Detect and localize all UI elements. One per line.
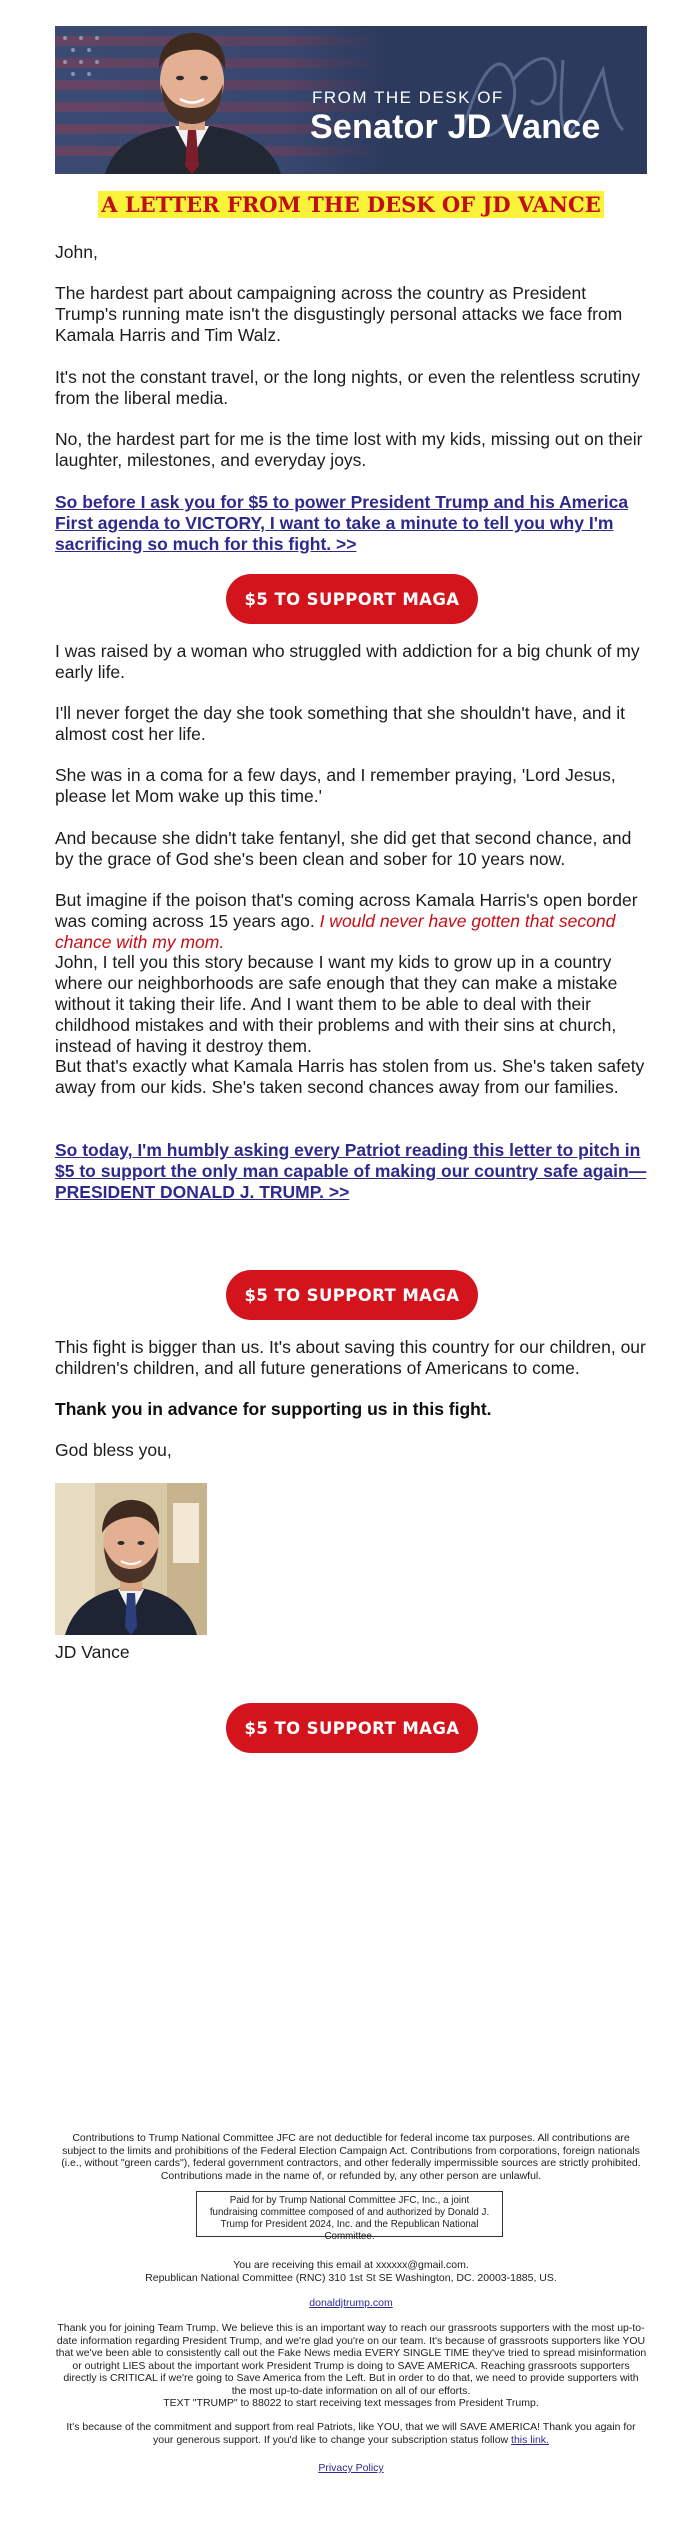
paragraph-10: But that's exactly what Kamala Harris has stolen from us. She's taken safety away from our kids. She's taken second chances away from our families. bbox=[55, 1056, 645, 1097]
donate-link-1-wrapper bbox=[55, 492, 647, 555]
rnc-address: Republican National Committee (RNC) 310 1st St SE Washington, DC. 20003-1885, US. bbox=[145, 2272, 557, 2284]
paid-for-box: Paid for by Trump National Committee JFC, Inc., a joint fundraising committee composed of and authorized by Donald J. Trump for President 2024, Inc. and the Republican National Committee. bbox=[196, 2191, 503, 2237]
paragraph-8 bbox=[55, 890, 647, 953]
paragraph-8-emphasis: I would never have gotten that second chance with my mom. bbox=[55, 911, 616, 952]
banner-from-label: FROM THE DESK OF bbox=[312, 88, 504, 107]
receiving-email-notice: You are receiving this email at xxxxxx@gmail.com. bbox=[233, 2259, 469, 2271]
donate-button-3[interactable]: $5 TO SUPPORT MAGA bbox=[226, 1703, 478, 1753]
footer-thanks: Thank you for joining Team Trump. We believe this is an important way to reach our grassroots supporters with the most up-to-date information regarding President Trump, and we're glad you're on our team. It's because of grassroots supporters like YOU that we've been able to consistently call out the Fake News media EVERY SINGLE TIME they've tried to spread misinformation or outright LIES about the important work President Trump is doing to SAVE AMERICA. Reaching grassroots supporters directly is CRITICAL if we're going to Save America from the Left. But in order to do that, we need to provide supporters with the most up-to-date information on all of our efforts. bbox=[55, 2322, 647, 2397]
paragraph-1: The hardest part about campaigning across the country as President Trump's running mate isn't the disgustingly personal attacks we face from Kamala Harris and Tim Walz. bbox=[55, 283, 623, 345]
paragraph-9: John, I tell you this story because I want my kids to grow up in a country where our neighborhoods are safe enough that they can make a mistake without it taking their life. And I want them to be able to deal with their childhood mistakes and with their problems and with their sins at church, instead of having it destroy them. bbox=[55, 952, 618, 1056]
subscription-link[interactable]: this link. bbox=[511, 2433, 549, 2446]
salutation: John, bbox=[55, 242, 98, 262]
paragraph-3: No, the hardest part for me is the time lost with my kids, missing out on their laughter, milestones, and everyday joys. bbox=[55, 429, 643, 470]
donate-link-2[interactable]: So today, I'm humbly asking every Patriot reading this letter to pitch in $5 to support the only man capable of making our country safe again—PRESIDENT DONALD J. TRUMP. >> bbox=[55, 1140, 647, 1202]
privacy-policy-wrapper bbox=[55, 2462, 647, 2475]
footer-commitment bbox=[55, 2421, 647, 2446]
banner-senator-name: Senator JD Vance bbox=[310, 108, 601, 146]
text-optin: TEXT "TRUMP" to 88022 to start receiving text messages from President Trump. bbox=[163, 2397, 539, 2409]
header-banner bbox=[55, 26, 647, 174]
footer-commitment-text: It's because of the commitment and support from real Patriots, like YOU, that we will SAVE AMERICA! Thank you again for your generous support. If you'd like to change your subscription status follow bbox=[66, 2421, 636, 2446]
paragraph-8-text: But imagine if the poison that's coming across Kamala Harris's open border was coming across 15 years ago. bbox=[55, 890, 638, 931]
donate-link-2-wrapper bbox=[55, 1140, 647, 1203]
footer-site-link[interactable]: donaldjtrump.com bbox=[309, 2297, 393, 2309]
donate-button-1[interactable]: $5 TO SUPPORT MAGA bbox=[226, 574, 478, 624]
letter-title-text: A LETTER FROM THE DESK OF JD VANCE bbox=[98, 191, 603, 218]
privacy-policy-link[interactable]: Privacy Policy bbox=[318, 2462, 384, 2474]
jd-vance-portrait bbox=[85, 26, 300, 174]
jd-vance-photo-image bbox=[55, 1483, 207, 1635]
footer-site-link-wrapper bbox=[55, 2297, 647, 2310]
paragraph-11: This fight is bigger than us. It's about saving this country for our children, our children's children, and all future generations of Americans to come. bbox=[55, 1337, 646, 1378]
paragraph-6: She was in a coma for a few days, and I remember praying, 'Lord Jesus, please let Mom wake up this time.' bbox=[55, 765, 616, 806]
legal-disclaimer: Contributions to Trump National Committee JFC are not deductible for federal income tax purposes. All contributions are subject to the limits and prohibitions of the Federal Election Campaign Act. Contributions from corporations, foreign nationals (i.e., without "green cards"), federal government contractors, and other federally impermissible sources are strictly prohibited. Contributions made in the name of, or refunded by, any other person are unlawful. bbox=[61, 2132, 641, 2182]
donate-link-1[interactable]: So before I ask you for $5 to power President Trump and his America First agenda to VICTORY, I want to take a minute to tell you why I'm sacrificing so much for this fight. >> bbox=[55, 492, 629, 554]
paragraph-12: Thank you in advance for supporting us in this fight. bbox=[55, 1399, 492, 1419]
jd-vance-photo bbox=[55, 1483, 207, 1635]
paragraph-7: And because she didn't take fentanyl, she did get that second chance, and by the grace of God she's been clean and sober for 10 years now. bbox=[55, 828, 632, 869]
closing-greeting: God bless you, bbox=[55, 1440, 172, 1460]
letter-title bbox=[55, 192, 647, 217]
donate-button-2[interactable]: $5 TO SUPPORT MAGA bbox=[226, 1270, 478, 1320]
paragraph-5: I'll never forget the day she took something that she shouldn't have, and it almost cost her life. bbox=[55, 703, 625, 744]
signature-name: JD Vance bbox=[55, 1642, 130, 1662]
paragraph-2: It's not the constant travel, or the long nights, or even the relentless scrutiny from the liberal media. bbox=[55, 367, 641, 408]
paragraph-4: I was raised by a woman who struggled with addiction for a big chunk of my early life. bbox=[55, 641, 640, 682]
